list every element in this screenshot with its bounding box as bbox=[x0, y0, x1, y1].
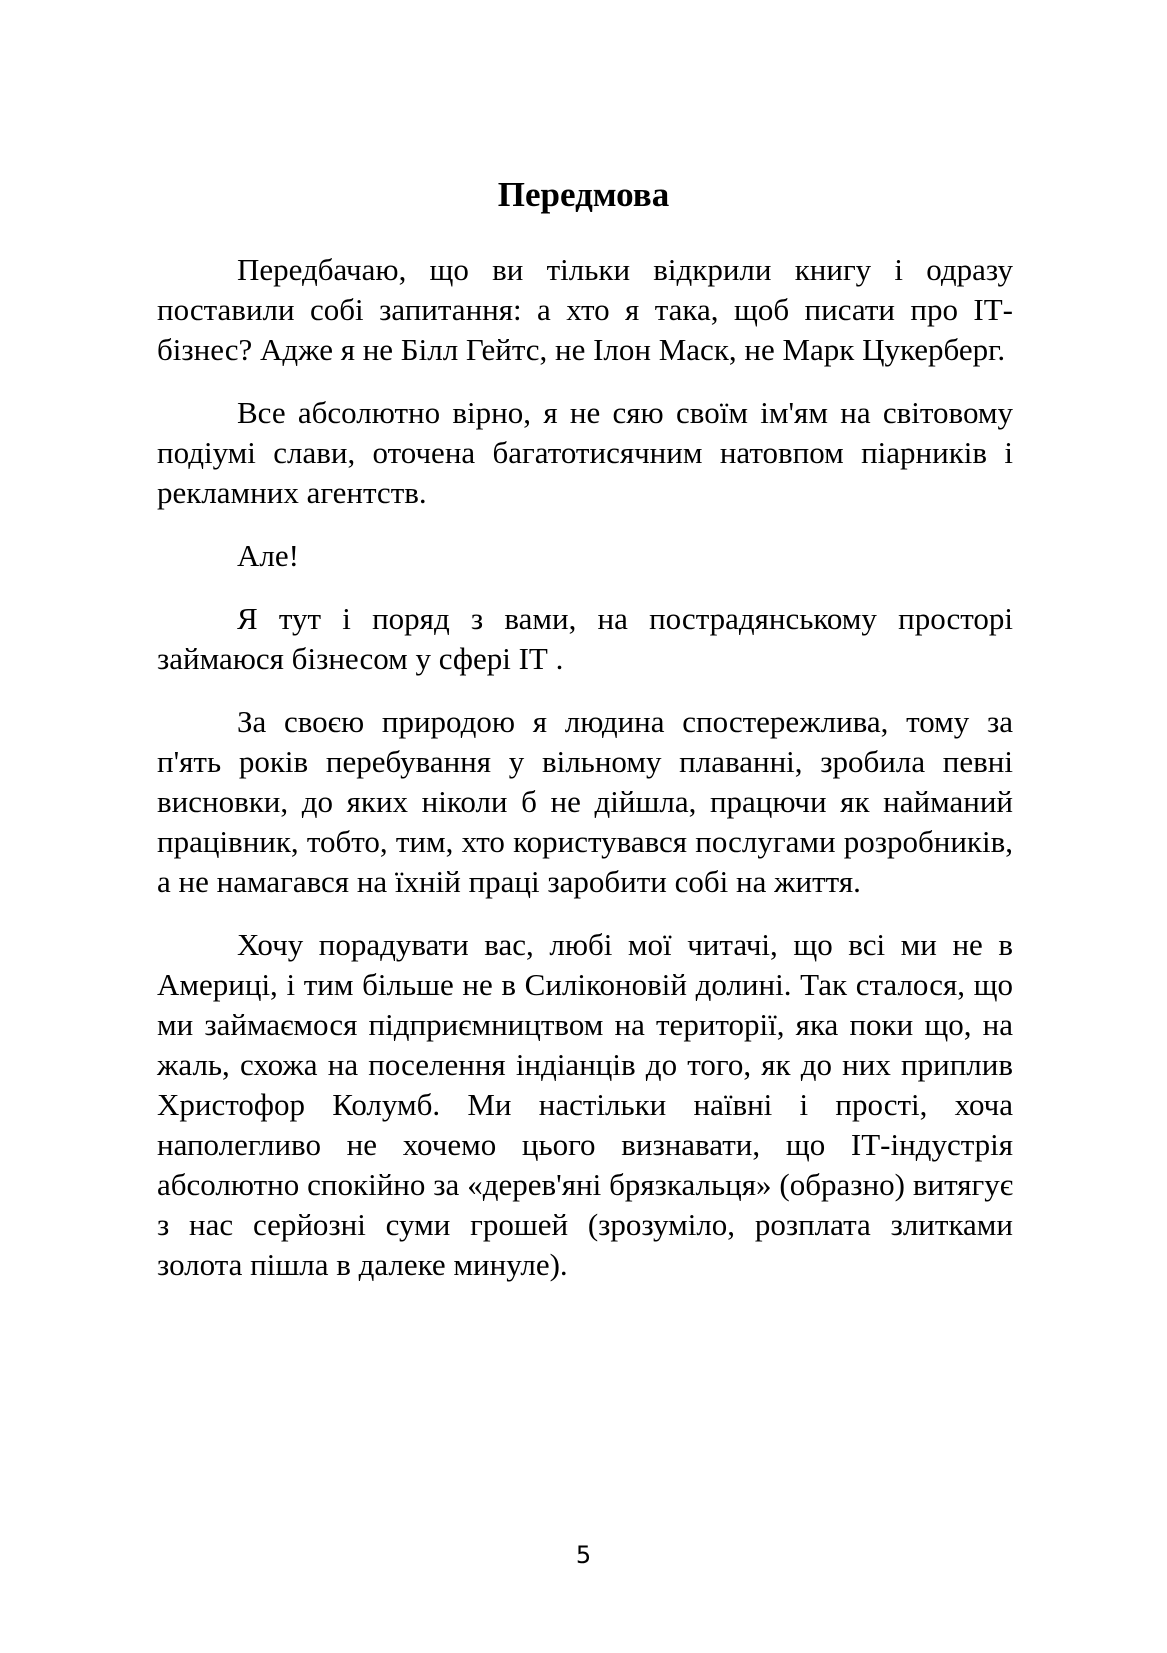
paragraph-6: Хочу порадувати вас, любі мої читачі, що всі ми не в Америці, і тим більше не в Силіконовій долині. Так сталося, що ми займаємося підприємництвом на території, яка поки що, на жаль, схожа на поселення індіанців до того, як до них приплив Христофор Колумб. Ми настільки наївні і прості, хоча наполегливо не хочемо цього визнавати, що ІТ-індустрія абсолютно спокійно за «дерев'яні брязкальця» (образно) витягує з нас серйозні суми грошей (зрозуміло, розплата злитками золота пішла в далеке минуле). bbox=[157, 927, 1013, 1282]
body-text bbox=[157, 250, 1013, 1308]
paragraph-5: За своєю природою я людина спостережлива, тому за п'ять років перебування у вільному плаванні, зробила певні висновки, до яких ніколи б не дійшла, працючи як найманий працівник, тобто, тим, хто користувався послугами розробників, а не намагався на їхній праці заробити собі на життя. bbox=[157, 704, 1013, 899]
paragraph-3: Але! bbox=[237, 538, 299, 573]
paragraph-1: Передбачаю, що ви тільки відкрили книгу і одразу поставили собі запитання: а хто я така, щоб писати про ІТ-бізнес? Адже я не Білл Гейтс, не Ілон Маск, не Марк Цукерберг. bbox=[157, 252, 1013, 367]
page-title: Передмова bbox=[497, 175, 670, 214]
paragraph-2: Все абсолютно вірно, я не сяю своїм ім'ям на світовому подіумі слави, оточена багатотисячним натовпом піарників і рекламних агентств. bbox=[157, 395, 1013, 510]
paragraph-4: Я тут і поряд з вами, на пострадянському просторі займаюся бізнесом у сфері ІТ . bbox=[157, 601, 1013, 676]
page-number: 5 bbox=[575, 1541, 592, 1569]
